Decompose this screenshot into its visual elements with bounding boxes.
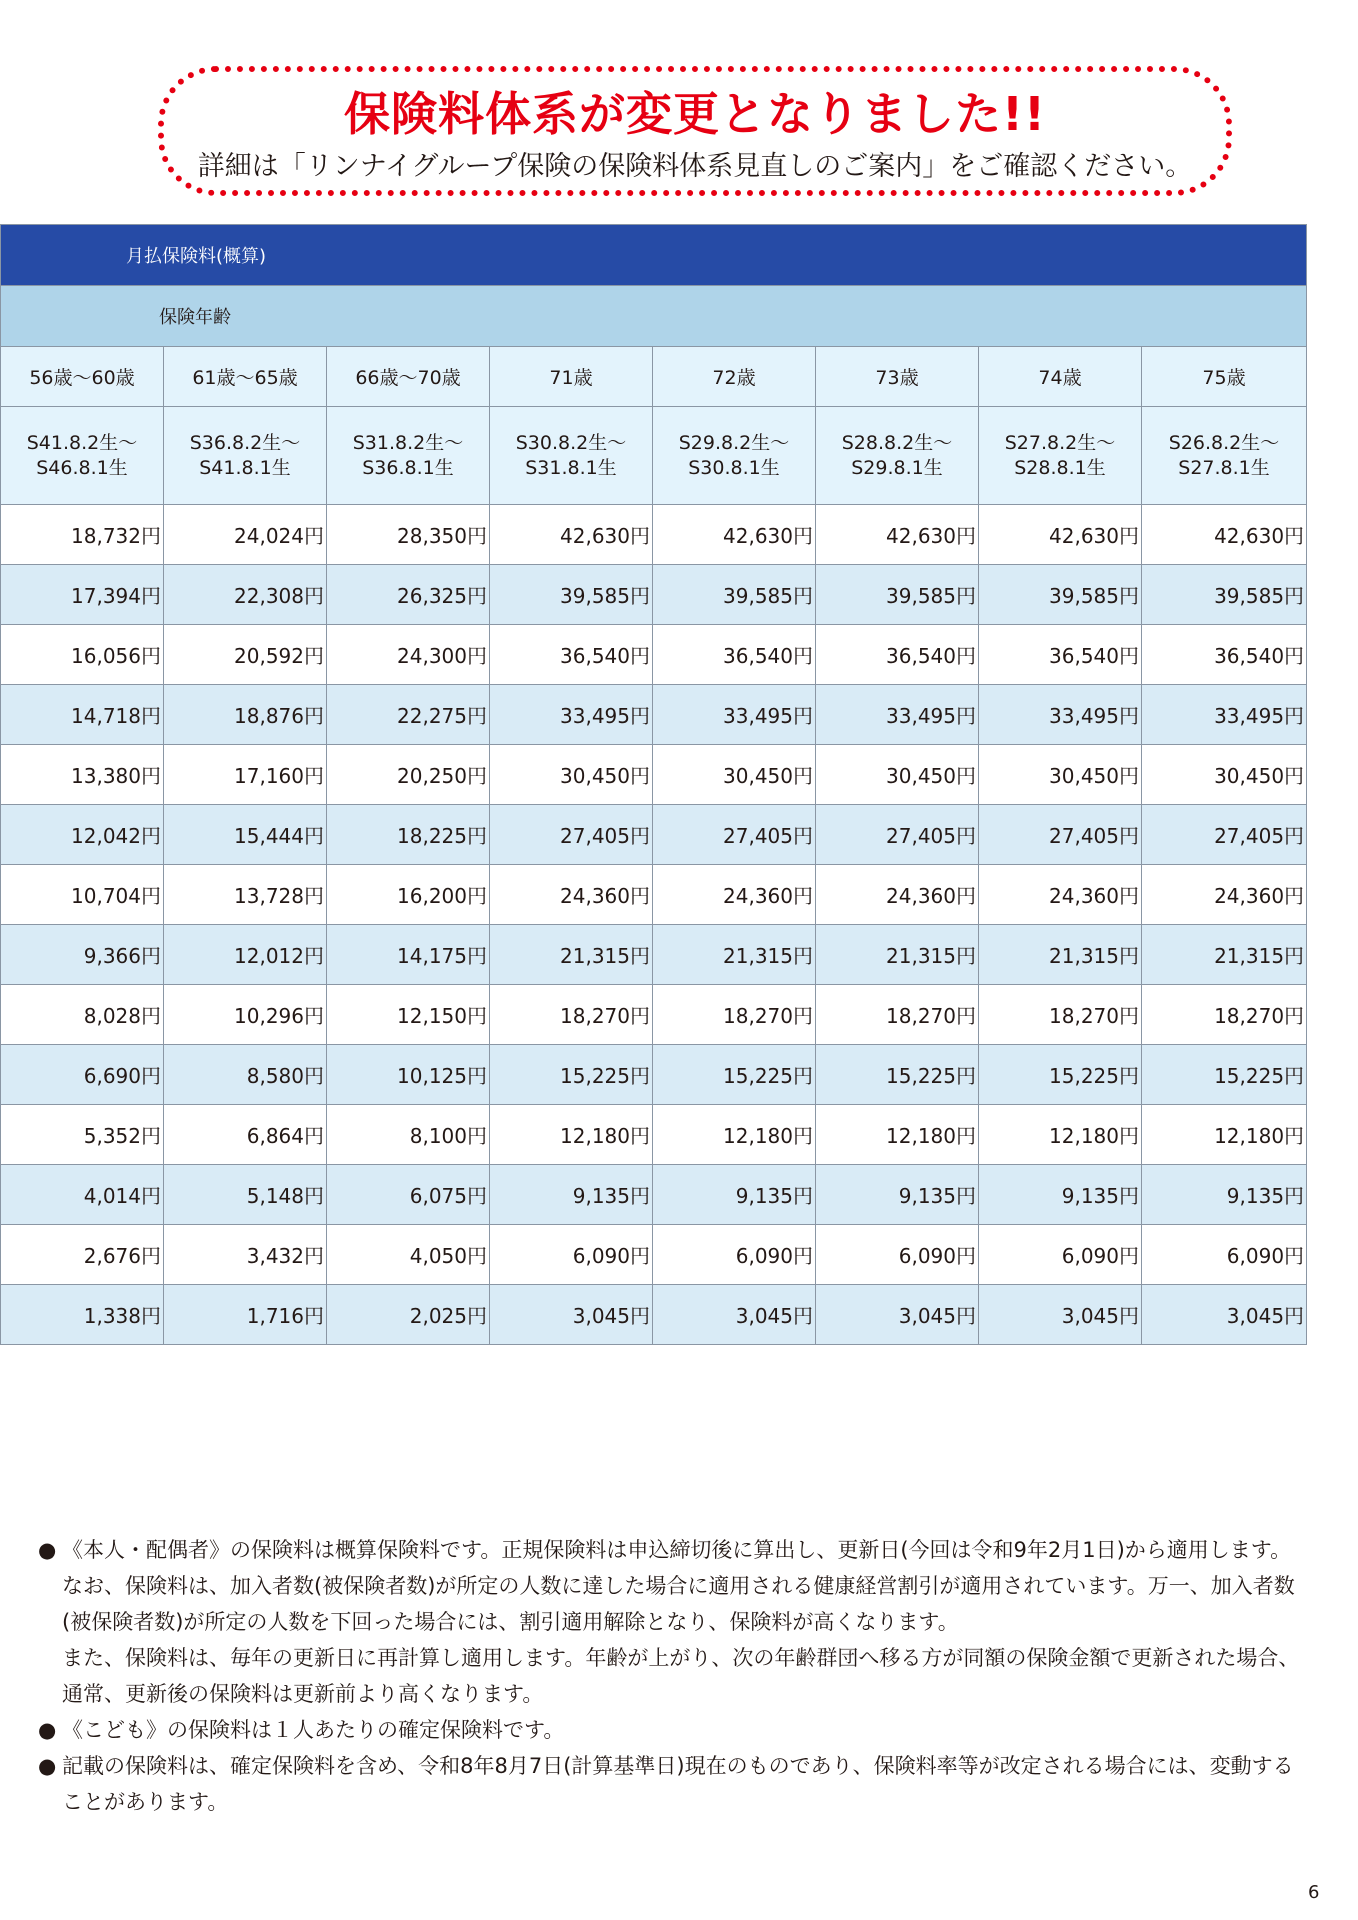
table-row	[1, 745, 1307, 805]
premium-cell: 12,180円	[816, 1105, 979, 1165]
age-group-cell: 66歳〜70歳	[327, 347, 490, 407]
premium-cell: 8,100円	[327, 1105, 490, 1165]
premium-cell: 15,225円	[979, 1045, 1142, 1105]
premium-cell: 15,225円	[490, 1045, 653, 1105]
premium-cell: 27,405円	[653, 805, 816, 865]
premium-cell: 26,325円	[327, 565, 490, 625]
premium-cell: 30,450円	[653, 745, 816, 805]
premium-cell: 9,135円	[653, 1165, 816, 1225]
premium-cell: 18,270円	[490, 985, 653, 1045]
table-row	[1, 1225, 1307, 1285]
premium-cell: 2,025円	[327, 1285, 490, 1345]
table-row	[1, 1165, 1307, 1225]
table-row	[1, 505, 1307, 565]
premium-cell: 33,495円	[490, 685, 653, 745]
table-row	[1, 1105, 1307, 1165]
premium-cell: 9,135円	[490, 1165, 653, 1225]
premium-cell: 36,540円	[816, 625, 979, 685]
premium-cell: 8,580円	[164, 1045, 327, 1105]
premium-cell: 13,728円	[164, 865, 327, 925]
birth-range-cell	[979, 407, 1142, 505]
premium-cell: 6,090円	[979, 1225, 1142, 1285]
premium-cell: 24,024円	[164, 505, 327, 565]
birth-range-cell	[1142, 407, 1307, 505]
premium-cell: 30,450円	[490, 745, 653, 805]
premium-cell: 9,135円	[1142, 1165, 1307, 1225]
age-group-row	[1, 347, 1307, 407]
table-row	[1, 565, 1307, 625]
birth-range-start: S27.8.2生〜	[1004, 431, 1116, 454]
age-group-cell: 71歳	[490, 347, 653, 407]
premium-cell: 42,630円	[816, 505, 979, 565]
premium-cell: 18,270円	[816, 985, 979, 1045]
premium-cell: 5,352円	[1, 1105, 164, 1165]
change-notice-banner	[158, 66, 1232, 196]
premium-cell: 20,250円	[327, 745, 490, 805]
birth-range-cell	[490, 407, 653, 505]
note-item	[38, 1712, 1310, 1748]
premium-cell: 6,864円	[164, 1105, 327, 1165]
birth-range-end: S27.8.1生	[1178, 456, 1270, 479]
premium-cell: 42,630円	[979, 505, 1142, 565]
premium-cell: 15,444円	[164, 805, 327, 865]
birth-range-start: S36.8.2生〜	[189, 431, 301, 454]
premium-cell: 9,135円	[979, 1165, 1142, 1225]
premium-cell: 30,450円	[816, 745, 979, 805]
premium-cell: 12,150円	[327, 985, 490, 1045]
premium-cell: 17,394円	[1, 565, 164, 625]
table-row	[1, 1285, 1307, 1345]
birth-range-end: S28.8.1生	[1014, 456, 1106, 479]
premium-cell: 8,028円	[1, 985, 164, 1045]
premium-cell: 22,275円	[327, 685, 490, 745]
birth-range-cell	[653, 407, 816, 505]
birth-range-end: S29.8.1生	[851, 456, 943, 479]
bullet-icon: ●	[38, 1718, 57, 1742]
premium-cell: 21,315円	[816, 925, 979, 985]
age-group-cell: 56歳〜60歳	[1, 347, 164, 407]
premium-cell: 5,148円	[164, 1165, 327, 1225]
premium-cell: 12,180円	[490, 1105, 653, 1165]
table-header-row	[1, 225, 1307, 286]
birth-range-cell	[1, 407, 164, 505]
birth-range-cell	[327, 407, 490, 505]
premium-cell: 42,630円	[653, 505, 816, 565]
premium-cell: 21,315円	[979, 925, 1142, 985]
note-lead	[38, 1748, 1310, 1820]
premium-cell: 18,732円	[1, 505, 164, 565]
table-row	[1, 925, 1307, 985]
note-item	[38, 1532, 1310, 1712]
table-row	[1, 805, 1307, 865]
premium-cell: 3,432円	[164, 1225, 327, 1285]
note-text: 記載の保険料は、確定保険料を含め、令和8年8月7日(計算基準日)現在のものであり、保険料率等が改定される場合には、変動することがあります。	[62, 1754, 1294, 1814]
birth-range-cell	[816, 407, 979, 505]
birth-range-end: S46.8.1生	[36, 456, 128, 479]
premium-cell: 18,225円	[327, 805, 490, 865]
premium-cell: 24,360円	[653, 865, 816, 925]
premium-cell: 21,315円	[490, 925, 653, 985]
premium-cell: 22,308円	[164, 565, 327, 625]
premium-cell: 20,592円	[164, 625, 327, 685]
birth-range-start: S31.8.2生〜	[352, 431, 464, 454]
insurance-age-header: 保険年齢	[1, 286, 1307, 347]
premium-cell: 14,718円	[1, 685, 164, 745]
table-subheader-row	[1, 286, 1307, 347]
premium-cell: 17,160円	[164, 745, 327, 805]
premium-cell: 36,540円	[979, 625, 1142, 685]
premium-cell: 39,585円	[1142, 565, 1307, 625]
premium-cell: 3,045円	[816, 1285, 979, 1345]
premium-cell: 18,876円	[164, 685, 327, 745]
monthly-premium-header: 月払保険料(概算)	[1, 225, 1307, 286]
age-group-cell: 73歳	[816, 347, 979, 407]
premium-cell: 39,585円	[979, 565, 1142, 625]
premium-cell: 12,180円	[979, 1105, 1142, 1165]
birth-range-start: S29.8.2生〜	[678, 431, 790, 454]
premium-cell: 1,338円	[1, 1285, 164, 1345]
premium-cell: 13,380円	[1, 745, 164, 805]
premium-cell: 24,300円	[327, 625, 490, 685]
birth-range-start: S28.8.2生〜	[841, 431, 953, 454]
premium-cell: 18,270円	[979, 985, 1142, 1045]
premium-cell: 9,366円	[1, 925, 164, 985]
table-row	[1, 865, 1307, 925]
premium-cell: 18,270円	[653, 985, 816, 1045]
premium-cell: 6,090円	[653, 1225, 816, 1285]
premium-cell: 27,405円	[1142, 805, 1307, 865]
premium-cell: 18,270円	[1142, 985, 1307, 1045]
premium-cell: 24,360円	[490, 865, 653, 925]
banner-title: 保険料体系が変更となりました!!	[344, 87, 1046, 141]
premium-cell: 6,090円	[816, 1225, 979, 1285]
premium-cell: 1,716円	[164, 1285, 327, 1345]
premium-cell: 24,360円	[1142, 865, 1307, 925]
premium-cell: 15,225円	[653, 1045, 816, 1105]
table-row	[1, 1045, 1307, 1105]
premium-cell: 12,012円	[164, 925, 327, 985]
premium-cell: 15,225円	[1142, 1045, 1307, 1105]
note-lead	[38, 1532, 1310, 1568]
table-row	[1, 625, 1307, 685]
premium-cell: 9,135円	[816, 1165, 979, 1225]
birth-range-cell	[164, 407, 327, 505]
premium-cell: 24,360円	[816, 865, 979, 925]
note-paragraph: また、保険料は、毎年の更新日に再計算し適用します。年齢が上がり、次の年齢群団へ移る方が同額の保険金額で更新された場合、通常、更新後の保険料は更新前より高くなります。	[62, 1646, 1300, 1706]
birth-range-start: S41.8.2生〜	[26, 431, 138, 454]
premium-cell: 42,630円	[1142, 505, 1307, 565]
premium-cell: 21,315円	[653, 925, 816, 985]
premium-cell: 33,495円	[1142, 685, 1307, 745]
premium-cell: 3,045円	[653, 1285, 816, 1345]
birth-range-start: S30.8.2生〜	[515, 431, 627, 454]
notes-section	[38, 1532, 1310, 1820]
premium-cell: 15,225円	[816, 1045, 979, 1105]
premium-cell: 39,585円	[490, 565, 653, 625]
premium-cell: 36,540円	[653, 625, 816, 685]
premium-cell: 42,630円	[490, 505, 653, 565]
premium-cell: 10,125円	[327, 1045, 490, 1105]
table-row	[1, 985, 1307, 1045]
premium-cell: 36,540円	[490, 625, 653, 685]
premium-cell: 30,450円	[979, 745, 1142, 805]
note-text: 《本人・配偶者》の保険料は概算保険料です。正規保険料は申込締切後に算出し、更新日(今回は令和9年2月1日)から適用します。	[62, 1538, 1292, 1562]
birth-range-end: S41.8.1生	[199, 456, 291, 479]
premium-cell: 3,045円	[979, 1285, 1142, 1345]
age-group-cell: 72歳	[653, 347, 816, 407]
premium-table	[0, 224, 1307, 1345]
table-row	[1, 685, 1307, 745]
premium-cell: 4,050円	[327, 1225, 490, 1285]
premium-cell: 27,405円	[979, 805, 1142, 865]
note-paragraph: なお、保険料は、加入者数(被保険者数)が所定の人数に達した場合に適用される健康経営割引が適用されています。万一、加入者数(被保険者数)が所定の人数を下回った場合には、割引適用解除となり、保険料が高くなります。	[62, 1574, 1295, 1634]
premium-cell: 10,704円	[1, 865, 164, 925]
premium-cell: 14,175円	[327, 925, 490, 985]
premium-cell: 6,075円	[327, 1165, 490, 1225]
premium-cell: 39,585円	[653, 565, 816, 625]
premium-cell: 27,405円	[490, 805, 653, 865]
birth-range-end: S31.8.1生	[525, 456, 617, 479]
birth-range-row	[1, 407, 1307, 505]
premium-cell: 3,045円	[1142, 1285, 1307, 1345]
premium-cell: 33,495円	[816, 685, 979, 745]
bullet-icon: ●	[38, 1754, 57, 1778]
premium-cell: 12,180円	[1142, 1105, 1307, 1165]
premium-cell: 6,690円	[1, 1045, 164, 1105]
note-lead	[38, 1712, 1310, 1748]
premium-cell: 24,360円	[979, 865, 1142, 925]
bullet-icon: ●	[38, 1538, 57, 1562]
premium-cell: 16,200円	[327, 865, 490, 925]
premium-cell: 16,056円	[1, 625, 164, 685]
premium-cell: 4,014円	[1, 1165, 164, 1225]
premium-cell: 27,405円	[816, 805, 979, 865]
birth-range-end: S36.8.1生	[362, 456, 454, 479]
premium-cell: 33,495円	[979, 685, 1142, 745]
premium-cell: 36,540円	[1142, 625, 1307, 685]
age-group-cell: 74歳	[979, 347, 1142, 407]
premium-cell: 12,180円	[653, 1105, 816, 1165]
premium-cell: 2,676円	[1, 1225, 164, 1285]
note-text: 《こども》の保険料は１人あたりの確定保険料です。	[62, 1718, 565, 1742]
premium-cell: 3,045円	[490, 1285, 653, 1345]
premium-cell: 6,090円	[490, 1225, 653, 1285]
premium-cell: 21,315円	[1142, 925, 1307, 985]
premium-cell: 6,090円	[1142, 1225, 1307, 1285]
premium-cell: 10,296円	[164, 985, 327, 1045]
premium-cell: 30,450円	[1142, 745, 1307, 805]
premium-cell: 12,042円	[1, 805, 164, 865]
premium-cell: 39,585円	[816, 565, 979, 625]
note-item	[38, 1748, 1310, 1820]
birth-range-start: S26.8.2生〜	[1168, 431, 1280, 454]
premium-cell: 28,350円	[327, 505, 490, 565]
age-group-cell: 75歳	[1142, 347, 1307, 407]
birth-range-end: S30.8.1生	[688, 456, 780, 479]
premium-cell: 33,495円	[653, 685, 816, 745]
banner-subtitle: 詳細は「リンナイグループ保険の保険料体系見直しのご案内」をご確認ください。	[197, 151, 1193, 182]
page-number: 6	[1308, 1882, 1320, 1903]
age-group-cell: 61歳〜65歳	[164, 347, 327, 407]
